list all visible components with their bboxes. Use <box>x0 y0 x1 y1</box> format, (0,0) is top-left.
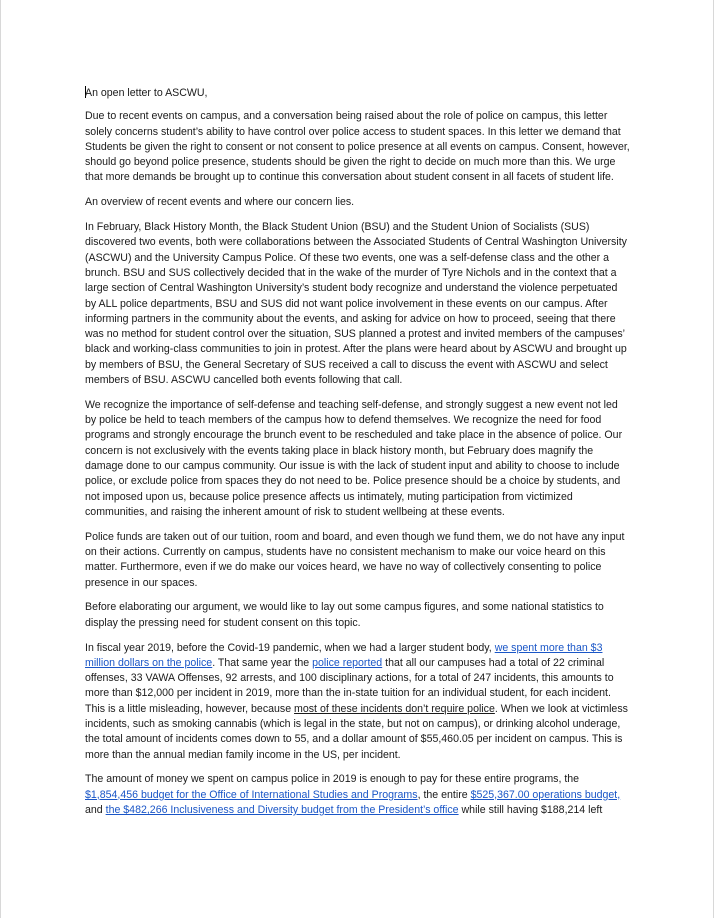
paragraph-fiscal-2019: In fiscal year 2019, before the Covid-19 pandemic, when we had a larger student body, we spent more than $3 million dollars on the police. That same year the police reported that all our campuses had a total of 22 criminal offenses, 33 VAWA Offenses, 92 arrests, and 100 disciplinary actions, for a total of 247 incidents, this amounts to more than $12,000 per incident in 2019, more than the in-state tuition for an individual student, for each incident. This is a little misleading, however, because most of these incidents don’t require police. When we look at victimless incidents, such as smoking cannabis (which is legal in the state, but not on campus), or drinking alcohol underage, the total amount of incidents comes down to 55, and a dollar amount of $55,460.05 per incident on campus. This is more than the annual median family income in the US, per incident. <box>85 641 628 761</box>
letter-salutation: An open letter to ASCWU, <box>85 87 208 99</box>
link-inclusiveness-budget[interactable]: the $482,266 Inclusiveness and Diversity budget from the President’s office <box>105 803 459 816</box>
paragraph-program-budgets: The amount of money we spent on campus police in 2019 is enough to pay for these entire programs, the $1,854,456 budget for the Office of International Studies and Programs, the entire $525,367.00 operations budget, and the $482,266 Inclusiveness and Diversity budget from the President’s office while still having $188,214 left <box>85 773 621 816</box>
paragraph-self-defense: We recognize the importance of self-defense and teaching self-defense, and strongly suggest a new event not led by police be held to teach members of the campus how to defend themselves. We recognize the need for food programs and strongly encourage the brunch event to be rescheduled and take place in the absence of police. Our concern is not exclusively with the events taking place in black history month, but February does magnify the damage done to our campus community. Our issue is with the lack of student input and ability to choose to include police, or exclude police from spaces they do not need to be. Police presence should be a choice by students, and not imposed upon us, because police presence affects us intimately, muting participation from victimized communities, and raising the inherent amount of risk to student wellbeing at these events. <box>85 398 623 518</box>
link-international-studies-budget[interactable]: $1,854,456 budget for the Office of International Studies and Programs <box>85 788 418 801</box>
paragraph-overview-heading: An overview of recent events and where our concern lies. <box>85 196 355 209</box>
link-police-reported[interactable]: police reported <box>312 656 383 669</box>
paragraph-intro: Due to recent events on campus, and a conversation being raised about the role of police on campus, this letter solely concerns student’s ability to have control over police access to student spaces. In this letter we demand that Students be given the right to consent or not consent to police presence at all events on campus. Consent, however, should go beyond police presence, students should be given the right to decide on much more than this. We urge that more demands be brought up to continue this conversation about student consent in all facets of student life. <box>85 110 630 184</box>
paragraph-police-funds: Police funds are taken out of our tuition, room and board, and even though we fund them, we do not have any input on their actions. Currently on campus, students have no consistent mechanism to make our voice heard on this matter. Furthermore, even if we do make our voices heard, we have no way of collectively consenting to police presence in our spaces. <box>85 530 625 589</box>
paragraph-recent-events: In February, Black History Month, the Black Student Union (BSU) and the Student Union of Socialists (SUS) discovered two events, both were collaborations between the Associated Students of Central Washington University (ASCWU) and the University Campus Police. Of these two events, one was a self-defense class and the other a brunch. BSU and SUS collectively decided that in the wake of the murder of Tyre Nichols and in the context that a large section of Central Washington University’s student body recognize and understand the violence perpetuated by ALL police departments, BSU and SUS did not want police involvement in these events on our campus. After informing partners in the community about the events, and asking for advice on how to proceed, seeing that there was no method for student control over the situation, SUS planned a protest and invited members of the campuses’ black and working-class communities to join in protest. After the plans were heard about by ASCWU and brought up by members of BSU, the General Secretary of SUS received a call to discuss the event with ASCWU and select members of BSU. ASCWU cancelled both events following that call. <box>85 221 627 387</box>
link-operations-budget[interactable]: $525,367.00 operations budget, <box>470 788 621 801</box>
paragraph-before-elaborating: Before elaborating our argument, we would like to lay out some campus figures, and some national statistics to display the pressing need for student consent on this topic. <box>85 601 604 629</box>
underlined-incidents-note: most of these incidents don’t require police <box>294 702 495 715</box>
link-police-spending[interactable]: we spent more than $3 million dollars on the police <box>85 641 603 669</box>
document-body <box>85 86 630 828</box>
